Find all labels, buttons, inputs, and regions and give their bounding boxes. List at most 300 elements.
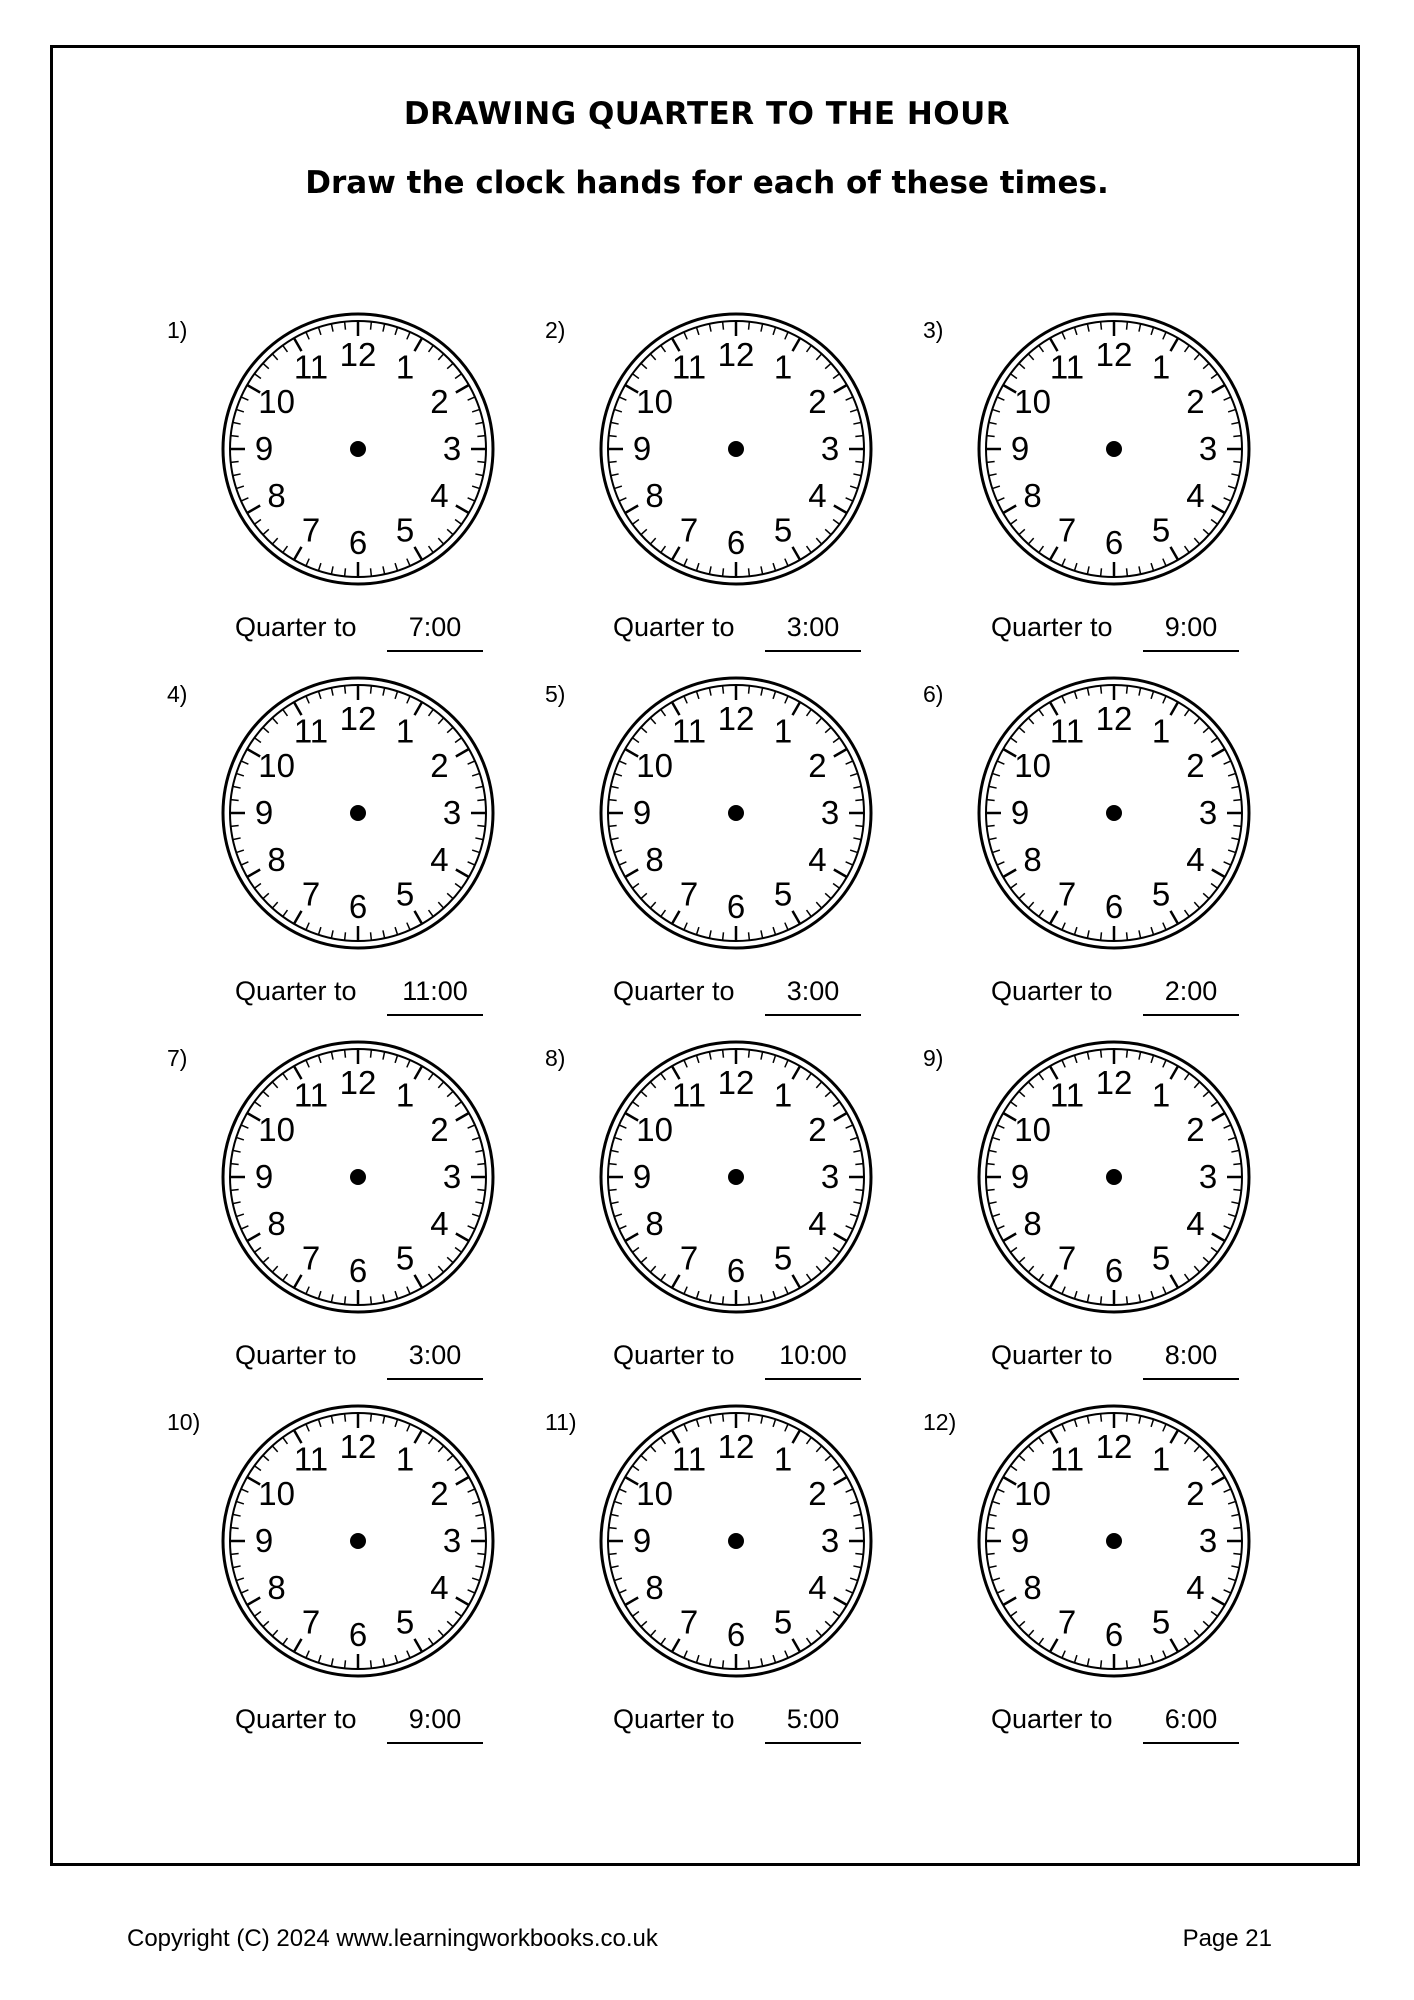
- minute-tick: [855, 1528, 863, 1529]
- minute-tick: [231, 1528, 239, 1529]
- minute-tick: [723, 1296, 724, 1304]
- item-number: 5): [545, 681, 566, 707]
- minute-tick: [231, 1164, 239, 1165]
- clock-numeral: 12: [339, 336, 377, 373]
- clock-numeral: 3: [820, 1158, 840, 1195]
- clock-numeral: 2: [1186, 1475, 1205, 1512]
- minute-tick: [231, 1554, 239, 1555]
- answer-underline: [387, 1378, 483, 1380]
- clock-numeral: 10: [258, 383, 295, 420]
- clock-numeral: 4: [430, 1569, 449, 1606]
- clock-numeral: 9: [254, 1522, 274, 1559]
- clock-numeral: 2: [808, 1111, 827, 1148]
- clock-numeral: 12: [1095, 1064, 1133, 1101]
- worksheet-title: DRAWING QUARTER TO THE HOUR: [403, 96, 1011, 132]
- minute-tick: [987, 1528, 995, 1529]
- minute-tick: [723, 322, 724, 330]
- clock-numeral: 9: [1010, 794, 1030, 831]
- answer-underline: [765, 1742, 861, 1744]
- clock-numeral: 2: [1186, 383, 1205, 420]
- clock-numeral: 6: [348, 888, 368, 925]
- clock-numeral: 4: [430, 841, 449, 878]
- minute-tick: [345, 568, 346, 576]
- minute-tick: [1127, 932, 1128, 940]
- minute-tick: [371, 1050, 372, 1058]
- clock-numeral: 9: [632, 794, 652, 831]
- clock-numeral: 5: [773, 875, 793, 913]
- clock-numeral: 3: [1198, 794, 1218, 831]
- clock-item: [543, 675, 921, 1039]
- target-time: 5:00: [786, 1704, 840, 1734]
- minute-tick: [1101, 1660, 1102, 1668]
- clock-numeral: 1: [773, 1076, 793, 1114]
- minute-tick: [749, 1050, 750, 1058]
- minute-tick: [855, 436, 863, 437]
- clock-numeral: 11: [671, 348, 707, 386]
- clock-center-dot: [350, 441, 366, 457]
- clock-numeral: 11: [671, 712, 707, 750]
- clock-numeral: 8: [645, 477, 664, 514]
- minute-tick: [477, 1164, 485, 1165]
- clock-numeral: 12: [339, 1064, 377, 1101]
- clock-numeral: 10: [636, 747, 673, 784]
- answer-underline: [387, 650, 483, 652]
- minute-tick: [477, 826, 485, 827]
- clock-numeral: 8: [1023, 841, 1042, 878]
- item-number: 3): [923, 317, 944, 343]
- clock-face[interactable]: [220, 1403, 496, 1679]
- clock-face[interactable]: [976, 311, 1252, 587]
- minute-tick: [345, 1660, 346, 1668]
- answer-underline: [387, 1742, 483, 1744]
- clock-numeral: 12: [1095, 700, 1133, 737]
- clock-numeral: 2: [1186, 1111, 1205, 1148]
- answer-underline: [765, 1378, 861, 1380]
- clock-numeral: 7: [1057, 1239, 1077, 1277]
- clock-numeral: 3: [442, 1522, 462, 1559]
- caption-label: Quarter to: [235, 976, 357, 1006]
- minute-tick: [855, 1164, 863, 1165]
- clock-numeral: 3: [442, 430, 462, 467]
- worksheet-instruction: Draw the clock hands for each of these times.: [305, 165, 1109, 201]
- minute-tick: [1233, 800, 1241, 801]
- clock-numeral: 4: [808, 1205, 827, 1242]
- caption-label: Quarter to: [235, 612, 357, 642]
- minute-tick: [345, 932, 346, 940]
- clock-numeral: 12: [717, 1064, 755, 1101]
- target-time: 10:00: [779, 1340, 847, 1370]
- clock-numeral: 12: [717, 1428, 755, 1465]
- caption-label: Quarter to: [613, 976, 735, 1006]
- minute-tick: [371, 686, 372, 694]
- target-time: 3:00: [786, 612, 840, 642]
- clock-numeral: 4: [1186, 1205, 1205, 1242]
- minute-tick: [1233, 1164, 1241, 1165]
- clock-center-dot: [1106, 1169, 1122, 1185]
- clock-face[interactable]: [598, 675, 874, 951]
- clock-item: [165, 675, 543, 1039]
- clock-center-dot: [728, 441, 744, 457]
- clock-numeral: 11: [293, 712, 329, 750]
- minute-tick: [855, 1554, 863, 1555]
- minute-tick: [1127, 568, 1128, 576]
- minute-tick: [987, 826, 995, 827]
- target-time: 2:00: [1164, 976, 1218, 1006]
- clock-face[interactable]: [220, 675, 496, 951]
- clock-numeral: 1: [773, 712, 793, 750]
- minute-tick: [1101, 1050, 1102, 1058]
- minute-tick: [609, 1554, 617, 1555]
- clock-center-dot: [728, 805, 744, 821]
- item-number: 2): [545, 317, 566, 343]
- clock-numeral: 1: [395, 712, 415, 750]
- clock-item: [543, 1403, 921, 1767]
- clock-face[interactable]: [976, 675, 1252, 951]
- clock-numeral: 4: [1186, 841, 1205, 878]
- minute-tick: [1127, 1660, 1128, 1668]
- minute-tick: [1101, 686, 1102, 694]
- caption-label: Quarter to: [991, 976, 1113, 1006]
- caption-label: Quarter to: [613, 612, 735, 642]
- clock-numeral: 11: [1049, 1076, 1085, 1114]
- clock-numeral: 3: [1198, 1522, 1218, 1559]
- minute-tick: [345, 686, 346, 694]
- clock-numeral: 3: [442, 794, 462, 831]
- clock-center-dot: [1106, 441, 1122, 457]
- clock-numeral: 5: [1151, 1239, 1171, 1277]
- target-time: 9:00: [408, 1704, 462, 1734]
- clock-numeral: 7: [301, 1239, 321, 1277]
- clock-face[interactable]: [976, 1039, 1252, 1315]
- caption-label: Quarter to: [991, 1340, 1113, 1370]
- minute-tick: [723, 932, 724, 940]
- minute-tick: [609, 462, 617, 463]
- clock-face[interactable]: [220, 311, 496, 587]
- clock-numeral: 11: [293, 1076, 329, 1114]
- clock-numeral: 11: [1049, 712, 1085, 750]
- clock-numeral: 12: [717, 700, 755, 737]
- clock-item: [543, 1039, 921, 1403]
- answer-underline: [1143, 1014, 1239, 1016]
- clock-numeral: 7: [679, 1239, 699, 1277]
- clock-numeral: 5: [395, 1239, 415, 1277]
- minute-tick: [1127, 1414, 1128, 1422]
- minute-tick: [609, 436, 617, 437]
- clock-center-dot: [1106, 1533, 1122, 1549]
- clock-numeral: 10: [1014, 747, 1051, 784]
- clock-numeral: 8: [267, 1205, 286, 1242]
- clock-numeral: 7: [679, 1603, 699, 1641]
- clock-numeral: 5: [1151, 511, 1171, 549]
- minute-tick: [371, 1414, 372, 1422]
- item-number: 1): [167, 317, 188, 343]
- clock-numeral: 2: [808, 383, 827, 420]
- minute-tick: [345, 1050, 346, 1058]
- clock-numeral: 11: [671, 1440, 707, 1478]
- clock-face[interactable]: [976, 1403, 1252, 1679]
- minute-tick: [987, 1164, 995, 1165]
- minute-tick: [1101, 568, 1102, 576]
- minute-tick: [1127, 322, 1128, 330]
- clock-numeral: 5: [773, 511, 793, 549]
- clock-center-dot: [350, 805, 366, 821]
- minute-tick: [749, 322, 750, 330]
- minute-tick: [609, 826, 617, 827]
- clock-numeral: 3: [442, 1158, 462, 1195]
- minute-tick: [609, 800, 617, 801]
- minute-tick: [749, 1296, 750, 1304]
- minute-tick: [1101, 932, 1102, 940]
- clock-numeral: 10: [636, 383, 673, 420]
- clock-numeral: 6: [348, 1252, 368, 1289]
- target-time: 9:00: [1164, 612, 1218, 642]
- clock-numeral: 11: [1049, 1440, 1085, 1478]
- clock-numeral: 12: [1095, 336, 1133, 373]
- target-time: 3:00: [786, 976, 840, 1006]
- clock-numeral: 6: [1104, 1616, 1124, 1653]
- clock-numeral: 9: [1010, 1158, 1030, 1195]
- clock-numeral: 4: [808, 841, 827, 878]
- item-number: 9): [923, 1045, 944, 1071]
- clock-numeral: 3: [1198, 430, 1218, 467]
- clock-face[interactable]: [220, 1039, 496, 1315]
- item-number: 8): [545, 1045, 566, 1071]
- clock-numeral: 1: [1151, 348, 1171, 386]
- clock-numeral: 11: [293, 1440, 329, 1478]
- caption-label: Quarter to: [991, 612, 1113, 642]
- minute-tick: [371, 1660, 372, 1668]
- clock-numeral: 6: [726, 1252, 746, 1289]
- clock-numeral: 9: [632, 1158, 652, 1195]
- minute-tick: [749, 568, 750, 576]
- minute-tick: [609, 1190, 617, 1191]
- minute-tick: [477, 436, 485, 437]
- minute-tick: [371, 932, 372, 940]
- clock-face[interactable]: [598, 311, 874, 587]
- minute-tick: [749, 932, 750, 940]
- caption-label: Quarter to: [235, 1704, 357, 1734]
- minute-tick: [1233, 1554, 1241, 1555]
- clock-numeral: 4: [430, 1205, 449, 1242]
- clock-numeral: 6: [1104, 524, 1124, 561]
- minute-tick: [723, 568, 724, 576]
- answer-underline: [1143, 1742, 1239, 1744]
- minute-tick: [749, 1414, 750, 1422]
- minute-tick: [1233, 436, 1241, 437]
- item-number: 4): [167, 681, 188, 707]
- clock-numeral: 10: [1014, 1475, 1051, 1512]
- minute-tick: [1233, 1528, 1241, 1529]
- clock-numeral: 12: [339, 700, 377, 737]
- clock-numeral: 3: [1198, 1158, 1218, 1195]
- minute-tick: [855, 462, 863, 463]
- clock-item: [921, 1403, 1299, 1767]
- minute-tick: [477, 462, 485, 463]
- clock-numeral: 6: [348, 1616, 368, 1653]
- answer-underline: [1143, 1378, 1239, 1380]
- minute-tick: [1127, 1296, 1128, 1304]
- clock-item: [921, 311, 1299, 675]
- clock-numeral: 6: [348, 524, 368, 561]
- minute-tick: [477, 1190, 485, 1191]
- clock-numeral: 6: [726, 888, 746, 925]
- item-number: 10): [167, 1409, 201, 1435]
- minute-tick: [1233, 1190, 1241, 1191]
- minute-tick: [987, 1554, 995, 1555]
- minute-tick: [723, 1660, 724, 1668]
- minute-tick: [1101, 1296, 1102, 1304]
- answer-underline: [765, 650, 861, 652]
- minute-tick: [1127, 686, 1128, 694]
- minute-tick: [987, 462, 995, 463]
- footer-copyright: Copyright (C) 2024 www.learningworkbooks.co.uk: [127, 1925, 658, 1952]
- minute-tick: [345, 1296, 346, 1304]
- clock-numeral: 9: [254, 1158, 274, 1195]
- clock-numeral: 8: [267, 1569, 286, 1606]
- clock-numeral: 7: [1057, 875, 1077, 913]
- clock-numeral: 10: [1014, 383, 1051, 420]
- clock-numeral: 1: [395, 1076, 415, 1114]
- clock-item: [543, 311, 921, 675]
- minute-tick: [987, 1190, 995, 1191]
- clock-numeral: 11: [1049, 348, 1085, 386]
- clock-center-dot: [1106, 805, 1122, 821]
- clock-numeral: 5: [395, 511, 415, 549]
- clock-numeral: 3: [820, 430, 840, 467]
- minute-tick: [231, 800, 239, 801]
- minute-tick: [609, 1164, 617, 1165]
- clock-numeral: 7: [1057, 511, 1077, 549]
- clock-numeral: 9: [1010, 1522, 1030, 1559]
- minute-tick: [1233, 462, 1241, 463]
- clock-numeral: 8: [1023, 1205, 1042, 1242]
- minute-tick: [987, 800, 995, 801]
- clock-numeral: 4: [1186, 477, 1205, 514]
- target-time: 3:00: [408, 1340, 462, 1370]
- clock-numeral: 2: [430, 1111, 449, 1148]
- minute-tick: [371, 1296, 372, 1304]
- clock-numeral: 10: [258, 1111, 295, 1148]
- item-number: 11): [545, 1409, 577, 1435]
- clock-numeral: 7: [679, 875, 699, 913]
- clock-numeral: 8: [645, 1205, 664, 1242]
- clock-face[interactable]: [598, 1403, 874, 1679]
- clock-numeral: 2: [1186, 747, 1205, 784]
- clock-numeral: 5: [773, 1239, 793, 1277]
- clock-numeral: 6: [1104, 1252, 1124, 1289]
- answer-underline: [1143, 650, 1239, 652]
- clock-item: [165, 311, 543, 675]
- clock-numeral: 2: [808, 747, 827, 784]
- clock-numeral: 8: [1023, 1569, 1042, 1606]
- clock-numeral: 2: [430, 747, 449, 784]
- clock-item: [921, 675, 1299, 1039]
- clock-numeral: 4: [430, 477, 449, 514]
- clock-numeral: 5: [395, 875, 415, 913]
- caption-label: Quarter to: [613, 1704, 735, 1734]
- minute-tick: [855, 826, 863, 827]
- clock-numeral: 1: [1151, 1440, 1171, 1478]
- clock-numeral: 3: [820, 1522, 840, 1559]
- item-number: 12): [923, 1409, 957, 1435]
- target-time: 11:00: [402, 976, 468, 1006]
- clock-numeral: 10: [258, 1475, 295, 1512]
- minute-tick: [723, 1414, 724, 1422]
- clock-center-dot: [350, 1169, 366, 1185]
- clock-face[interactable]: [598, 1039, 874, 1315]
- clock-numeral: 9: [1010, 430, 1030, 467]
- minute-tick: [371, 322, 372, 330]
- clock-item: [165, 1039, 543, 1403]
- minute-tick: [231, 826, 239, 827]
- clock-numeral: 5: [1151, 1603, 1171, 1641]
- clock-numeral: 1: [395, 1440, 415, 1478]
- minute-tick: [477, 1528, 485, 1529]
- clock-numeral: 12: [717, 336, 755, 373]
- minute-tick: [1127, 1050, 1128, 1058]
- clock-numeral: 9: [632, 1522, 652, 1559]
- minute-tick: [855, 800, 863, 801]
- item-number: 7): [167, 1045, 188, 1071]
- clock-numeral: 4: [808, 477, 827, 514]
- clock-numeral: 6: [726, 1616, 746, 1653]
- clock-numeral: 7: [301, 511, 321, 549]
- clock-numeral: 10: [636, 1475, 673, 1512]
- clock-numeral: 1: [1151, 1076, 1171, 1114]
- clock-item: [165, 1403, 543, 1767]
- caption-label: Quarter to: [235, 1340, 357, 1370]
- clock-numeral: 1: [773, 348, 793, 386]
- minute-tick: [609, 1528, 617, 1529]
- clock-numeral: 6: [726, 524, 746, 561]
- clock-numeral: 1: [395, 348, 415, 386]
- minute-tick: [749, 1660, 750, 1668]
- minute-tick: [231, 1190, 239, 1191]
- clock-center-dot: [728, 1533, 744, 1549]
- clock-numeral: 12: [339, 1428, 377, 1465]
- minute-tick: [855, 1190, 863, 1191]
- minute-tick: [371, 568, 372, 576]
- clock-numeral: 9: [254, 794, 274, 831]
- clock-numeral: 11: [293, 348, 329, 386]
- answer-underline: [765, 1014, 861, 1016]
- footer-page-number: Page 21: [1182, 1925, 1272, 1952]
- clock-numeral: 7: [301, 1603, 321, 1641]
- clock-numeral: 9: [254, 430, 274, 467]
- item-number: 6): [923, 681, 944, 707]
- clock-numeral: 9: [632, 430, 652, 467]
- clock-numeral: 7: [301, 875, 321, 913]
- minute-tick: [231, 436, 239, 437]
- clock-numeral: 10: [1014, 1111, 1051, 1148]
- minute-tick: [477, 1554, 485, 1555]
- clock-numeral: 7: [1057, 1603, 1077, 1641]
- clock-center-dot: [728, 1169, 744, 1185]
- clock-numeral: 12: [1095, 1428, 1133, 1465]
- clock-numeral: 8: [1023, 477, 1042, 514]
- clock-numeral: 5: [773, 1603, 793, 1641]
- minute-tick: [1101, 322, 1102, 330]
- clock-numeral: 2: [808, 1475, 827, 1512]
- caption-label: Quarter to: [991, 1704, 1113, 1734]
- clock-numeral: 5: [395, 1603, 415, 1641]
- minute-tick: [1233, 826, 1241, 827]
- clock-numeral: 6: [1104, 888, 1124, 925]
- target-time: 6:00: [1164, 1704, 1218, 1734]
- target-time: 8:00: [1164, 1340, 1218, 1370]
- minute-tick: [749, 686, 750, 694]
- minute-tick: [1101, 1414, 1102, 1422]
